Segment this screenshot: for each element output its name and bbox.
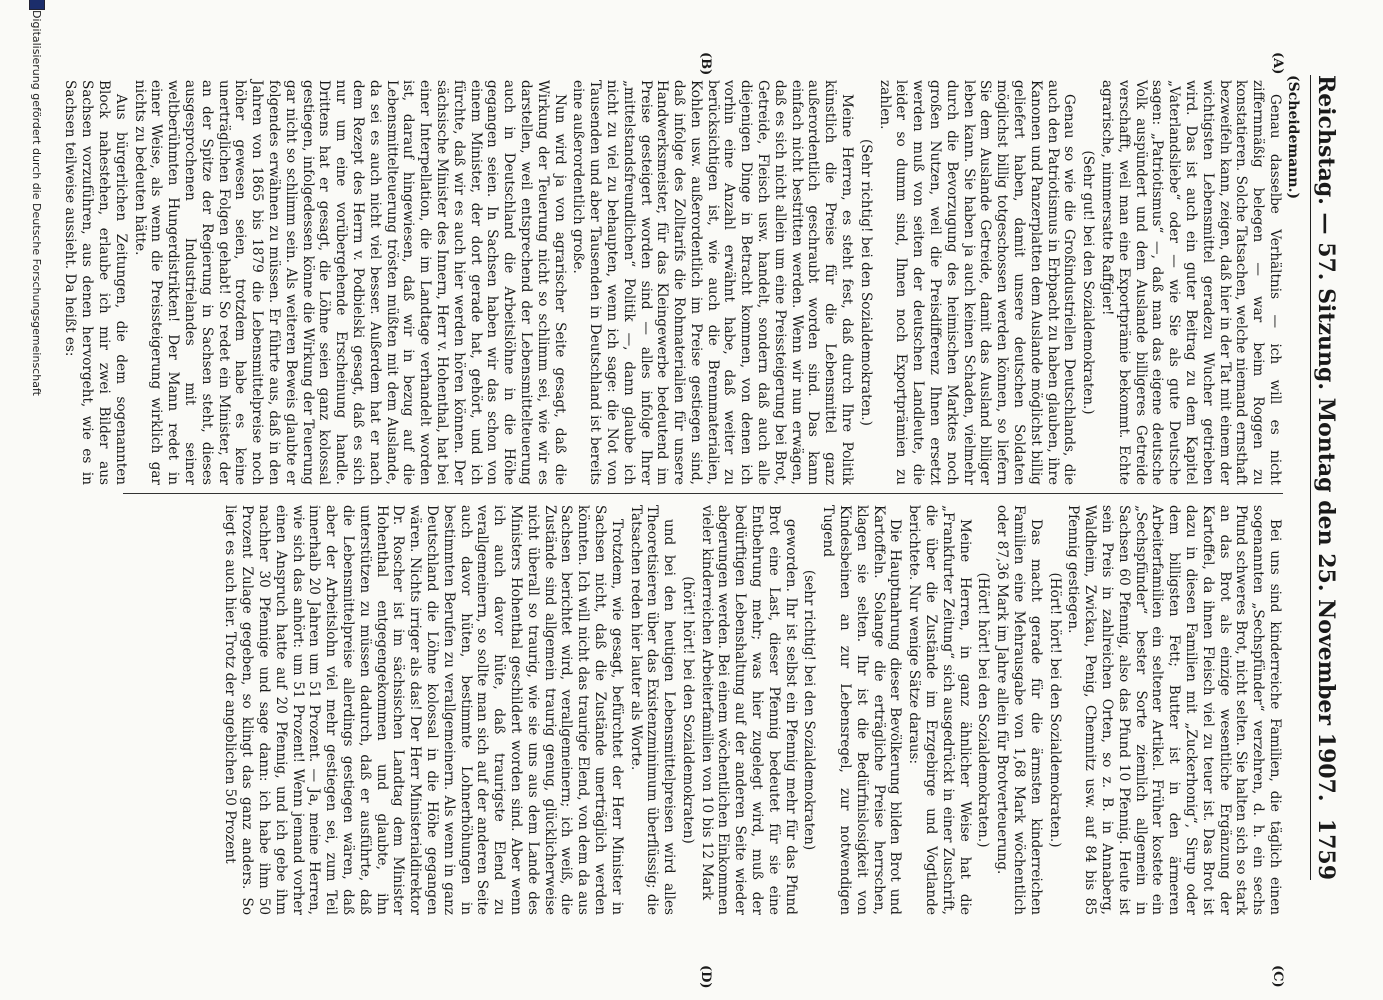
paragraph: Bei uns sind kinderreiche Familien, die täglich einen sogenannten „Sechspfünder“ verzehren, d. h. ein sechs Pfund schweres Brot, nicht selten. Sie halten sich so stark an das Brot als einzige wesentliche Ergänzung der Kartoffel, da ihnen Fleisch viel zu teuer ist. Das Brot ist dazu in diesen Familien mit „Zuckerhonig“, Sirup oder dem billigsten Fett; Butter ist in den ärmeren Arbeiterfamilien ein seltener Artikel. Früher kostete ein „Sechspfünder“ bester Sorte ziemlich allgemein in Sachsen 60 Pfennig, also das Pfund 10 Pfennig. Heute ist sein Preis in zahlreichen Orten, so z. B. in Annaberg, Waldheim, Zwickau, Penig, Chemnitz usw. auf 84 bis 85 Pfennig gestiegen.	[1065, 505, 1283, 915]
paragraph: Das macht gerade für die ärmsten kinderreichen Familien eine Mehrausgabe von 1,68 Mark wöchentlich oder 87,36 Mark im Jahre allein für Brotverteuerung.	[994, 505, 1044, 915]
paragraph: und bei den heutigen Lebensmittelpreisen wird alles Theoretisieren über das Existenzminimum überflüssig; die Tatsachen reden hier lauter als Worte.	[627, 505, 678, 915]
interjection: (sehr richtig! bei den Sozialdemokraten)	[801, 569, 818, 851]
speaker-name: (Scheidemann.)	[1285, 75, 1301, 200]
interjection: (Sehr richtig! bei den Sozialdemokraten.)	[857, 139, 874, 426]
margin-marker-a: (A)	[1270, 52, 1285, 75]
page-number: 1759	[1313, 818, 1339, 880]
paragraph: Meine Herren, es steht fest, daß durch Ihre Politik künstlich die Preise für die Lebensmittel ganz außerordentlich geschraubt worden sind. Das kann einfach nicht bestritten werden. Wenn wir nun erwägen, daß es sich nicht allein um eine Preissteigerung bei Brot, Getreide, Fleisch usw. handelt, sondern daß auch alle diejenigen Dinge in Betracht kommen, von denen ich vorhin eine Anzahl erwähnt habe, daß weiter zu berücksichtigen ist, wie auch die Brennmaterialien, Kohlen usw. außerordentlich im Preise gestiegen sind, daß infolge des Zolltarifs die Rohmaterialien für unsere Handwerksmeister, für das Kleingewerbe bedeutend im Preise gesteigert worden sind — alles infolge Ihrer „mittelstandsfreundlichen“ Politik —, dann glaube ich nicht zu viel zu behaupten, wenn ich sage: die Not von Tausenden und aber Tausenden in Deutschland ist bereits eine außerordentlich große.	[570, 80, 856, 485]
paragraph: geworden. Ihr ist selbst ein Pfennig mehr für das Pfund Brot eine Last, dieser Pfennig bedeutet für sie eine Entbehrung mehr; was hier zugelegt wird, muß der bedürftigen Lebenshaltung auf der anderen Seite wieder abgerungen werden. Bei einem wöchentlichen Einkommen vieler kinderreichen Arbeiterfamilien von 10 bis 12 Mark	[698, 505, 799, 915]
interjection: (Sehr gut! bei den Sozialdemokraten.)	[1080, 150, 1097, 415]
paragraph: Nun wird ja von agrarischer Seite gesagt, daß die Wirkung der Teuerung nicht so schlimm sei, wie wir es darstellen, weil entsprechend der Lebensmittelteuerung auch in Deutschland die Arbeitslöhne in die Höhe gegangen seien. In Sachsen haben wir das schon von einem Minister, der dort gerade hat, gehört, und ich fürchte, daß wir es auch hier werden hören können. Der sächsische Minister des Innern, Herr v. Hohenthal, hat bei einer Interpellation, die im Landtage verhandelt worden ist, darauf hingewiesen, daß wir in bezug auf die Lebensmittelteuerung trösten müßten mit dem Auslande, da sei es auch nicht viel besser. Außerdem hat er nach dem Rezept des Herrn v. Podbielski gesagt, daß es sich nur um eine vorübergehende Erscheinung handle. Drittens hat er gesagt, die Löhne seien ganz kolossal gestiegen, infolgedessen könne die Wirkung der Teuerung gar nicht so schlimm sein. Als weiteren Beweis glaubte er folgendes erwähnen zu müssen. Er führte aus, daß in den Jahren von 1865 bis 1879 die Lebensmittelpreise noch höher gewesen seien, trotzdem habe es keine unerträglichen Folgen gehabt! So redet ein Minister, der an der Spitze der Regierung in Sachsen steht, dieses ausgesprochenen Industrielandes mit seiner weltberühmten Hungerdistrikten! Der Mann redet in einer Weise, als wenn die Preissteigerung wirklich gar nichts zu bedeuten hätte.	[131, 80, 568, 485]
paragraph: Die Hauptnahrung dieser Bevölkerung bilden Brot und Kartoffeln. Solange die erträgliche Preise herrschen, klagen sie selten. Ihr ist die Bedürfnislosigkeit von Kindesbeinen an zur Lebensregel, zur notwendigen Tugend	[820, 505, 904, 915]
footer-credit: Digitalisierung gefördert durch die Deutsche Forschungsgemeinschaft	[30, 10, 43, 396]
paragraph: Genau dasselbe Verhältnis — ich will es nicht ziffernmäßig belegen — war beim Roggen zu konstatieren. Solche Tatsachen, welche niemand ernsthaft bezweifeln kann, zeigen, daß hier in der Tat mit einem der wichtigsten Lebensmittel geradezu Wucher getrieben wird. Das ist auch ein guter Beitrag zu dem Kapitel „Vaterlandsliebe“ oder — wie Sie als gute Deutsche sagen: „Patriotismus“ —, daß man das eigene deutsche Volk auspündert und dem Auslande billigeres Getreide verschafft, weil man eine Exportprämie bekommt. Echte agrarische, nimmersatte Raffgier!	[1099, 80, 1283, 485]
margin-marker-d: (D)	[698, 965, 713, 989]
interjection: (hört! hört! bei den Sozialdemokraten)	[679, 576, 696, 844]
right-text-column	[123, 505, 1283, 915]
paragraph: Trotzdem, wie gesagt, befürchtet der Herr Minister in Sachsen nicht, daß die Zustände unerträglich werden könnten. Ich will nicht das traurige Elend, von dem da aus Sachsen berichtet wird, verallgemeinern; ich weiß, die Zustände sind allgemein traurig genug, glücklicherweise nicht überall so traurig, wie sie uns aus dem Lande des Ministers Hohenthal geschildert worden sind. Aber wenn ich auch davor hüte, daß traurigste Elend zu verallgemeinern, so sollte man sich auf der anderen Seite auch davor hüten, bestimmte Lohnerhöhungen in bestimmten Berufen zu verallgemeinern. Als wenn in ganz Deutschland die Löhne kolossal in die Höhe gegangen wären. Nichts irriger als das! Der Herr Ministerialdirektor Dr. Roscher ist im sächsischen Landtag dem Minister Hohenthal entgegengekommen und glaubte, ihn unterstützen zu müssen dadurch, daß er ausführte, daß die Lebensmittelpreise allerdings gestiegen wären, daß aber der Arbeitslohn viel mehr gestiegen sei, zum Teil innerhalb 20 Jahren um 51 Prozent. — Ja, meine Herren, wie sich das anhört: um 51 Prozent! Wenn jemand vorher einen Anspruch hatte auf 20 Pfennig, und ich gebe ihm nachher 30 Pfennige und sage dann: ich habe ihm 50 Prozent Zulage gegeben, so klingt das ganz anders. So liegt es auch hier. Trotz der angeblichen 50 Prozent	[222, 505, 625, 915]
interjection: (Hört! hört! bei den Sozialdemokraten.)	[1046, 572, 1063, 848]
header-title: Reichstag. — 57. Sitzung. Montag den 25. November 1907.	[1313, 75, 1339, 802]
column-divider	[123, 493, 1283, 494]
left-text-column	[62, 80, 1283, 485]
interjection: (Hört! hört! bei den Sozialdemokraten.)	[975, 572, 992, 848]
paragraph: Meine Herren, in ganz ähnlicher Weise hat die „Frankfurter Zeitung“ sich ausgedrückt in einer Zuschrift, die über die Zustände im Erzgebirge und Vogtlande berichtete. Nur wenige Sätze daraus:	[906, 505, 973, 915]
paragraph: Aus bürgerlichen Zeitungen, die dem sogenannten Block nahestehen, erlaube ich mir zwei Bilder aus Sachsen vorzuführen, aus denen hervorgeht, wie es in Sachsen teilweise aussieht. Da heißt es:	[62, 80, 129, 485]
margin-marker-b: (B)	[698, 52, 713, 76]
page-header	[1310, 75, 1343, 880]
paragraph: Genau so wie die Großindustriellen Deutschlands, die auch den Patriotismus in Erbpacht zu haben glauben, ihre Kanonen und Panzerplatten dem Auslande möglichst billig geliefert haben, damit unsere deutschen Soldaten möglichst billig totgeschossen werden können, so liefern Sie dem Auslande Getreide, damit das Ausland billiger leben kann. Sie haben ja auch keinen Schaden, vielmehr durch die Bevorzugung des heimischen Marktes noch großen Nutzen, weil die Preisdifferenz Ihnen ersetzt werden muß von seiten der deutschen Landleute, die leider so dumm sind, Ihnen noch Exportprämien zu zahlen.	[876, 80, 1078, 485]
margin-marker-c: (C)	[1270, 965, 1285, 988]
dfg-logo-icon	[29, 0, 45, 10]
